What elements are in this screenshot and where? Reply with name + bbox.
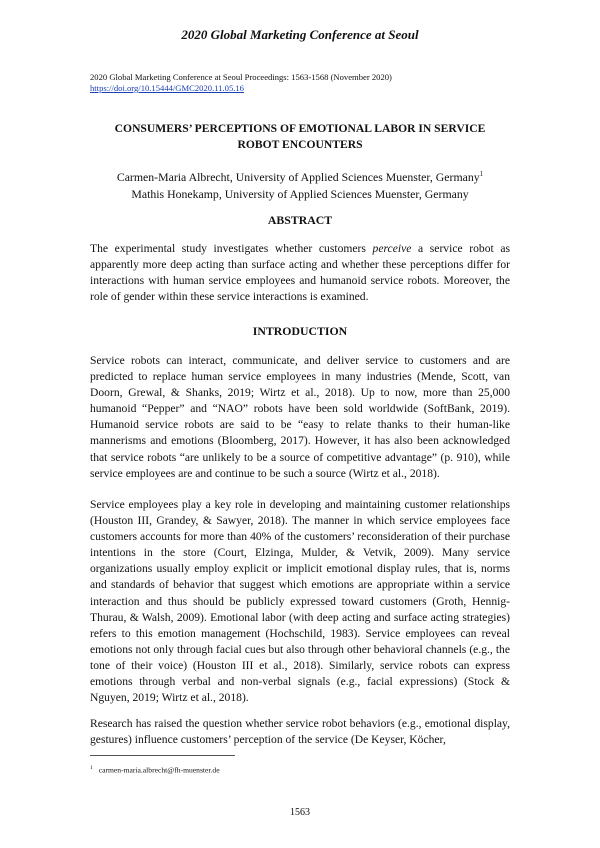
intro-paragraph-2: Service employees play a key role in developing and maintaining customer relationships (Houston III, Grandey, & Sawyer, 2018). The manner in which service employees face customers accounts for more than 40% of the customers’ reconsideration of their purchase intentions in the store (Court, Elzinga, Mulder, & Vetvik, 2009). Many service organizations usually employ explicit or implicit emotional display rules, that is, norms and standards of behavior that suggest which emotions are appropriate within a service interaction and thus should be publicly expressed toward customers (Groth, Hennig-Thurau, & Walsh, 2009). Emotional labor (with deep acting and surface acting strategies) refers to this emotion management (Hochschild, 1983). Service employees can reveal emotions not only through facial cues but also through other behavioral channels (e.g., the tone of their voice) (Houston III et al., 2018). Similarly, service robots can express emotions through verbal and non-verbal signals (e.g., facial expressions) (Stock & Nguyen, 2019; Wirtz et al., 2018). bbox=[90, 498, 510, 705]
author-block bbox=[90, 166, 510, 203]
paper-title bbox=[90, 121, 510, 153]
title-line-1: CONSUMERS’ PERCEPTIONS OF EMOTIONAL LABOR IN SERVICE bbox=[114, 122, 486, 135]
footnote-marker[interactable]: 1 bbox=[479, 170, 484, 178]
proceedings-line: 2020 Global Marketing Conference at Seoul Proceedings: 1563-1568 (November 2020) bbox=[90, 72, 392, 82]
author-1-affiliation: Carmen-Maria Albrecht, University of Applied Sciences Muenster, Germany bbox=[116, 169, 480, 184]
footnote bbox=[90, 765, 220, 775]
abstract-paragraph bbox=[90, 241, 510, 305]
running-header: 2020 Global Marketing Conference at Seoul bbox=[181, 27, 419, 42]
abstract-emphasis: perceive bbox=[372, 242, 412, 255]
author-2: Mathis Honekamp, University of Applied Sciences Muenster, Germany bbox=[131, 186, 469, 201]
page-number: 1563 bbox=[290, 807, 310, 818]
abstract-heading: ABSTRACT bbox=[267, 213, 333, 227]
intro-paragraph-3: Research has raised the question whether service robot behaviors (e.g., emotional display, gestures) influence customers’ perception of the service (De Keyser, Köcher, bbox=[90, 717, 510, 747]
footnote-email: carmen-maria.albrecht@fh-muenster.de bbox=[98, 765, 220, 775]
publication-meta bbox=[90, 72, 392, 94]
author-1 bbox=[90, 166, 510, 186]
introduction-heading: INTRODUCTION bbox=[252, 324, 348, 338]
intro-paragraph-1: Service robots can interact, communicate, and deliver service to customers and are predicted to replace human service employees in many industries (Mende, Scott, van Doorn, Grewal, & Shanks, 2019; Wirtz et al., 2018). Up to now, more than 25,000 humanoid “Pepper” and “NAO” robots have been sold worldwide (SoftBank, 2019). Humanoid service robots are said to be “easy to relate thanks to their human-like mannerisms and emotions (Bloomberg, 2017). However, it has also been acknowledged that service robots “are unlikely to be a source of competitive advantage” (p. 910), while service employees are and continue to be such a source (Wirtz et al., 2018). bbox=[90, 354, 510, 480]
doi-link[interactable]: https://doi.org/10.15444/GMC2020.11.05.16 bbox=[90, 83, 244, 93]
abstract-text-start: The experimental study investigates whether customers bbox=[90, 242, 373, 255]
abstract-text-end: a service robot as apparently more deep acting than surface acting and whether these perceptions differ for interactions with human service employees and humanoid service robots. Moreover, the role of gender within these service interactions is examined. bbox=[90, 242, 510, 304]
title-line-2: ROBOT ENCOUNTERS bbox=[237, 138, 363, 151]
footnote-divider bbox=[90, 755, 235, 756]
footnote-number: 1 bbox=[90, 765, 93, 771]
